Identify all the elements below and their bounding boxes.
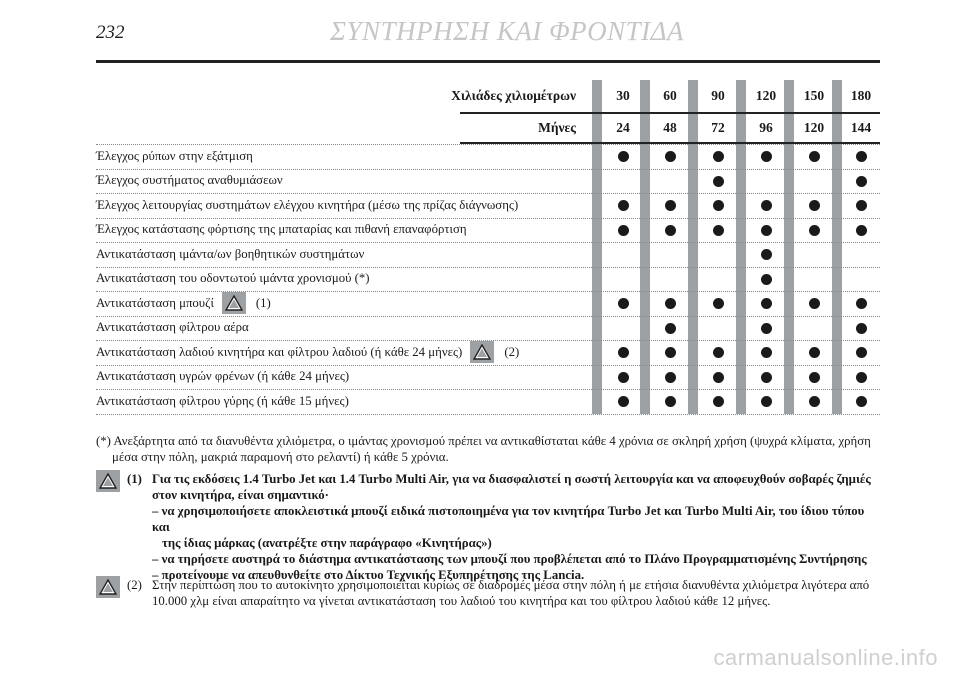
- schedule-bullet: [713, 200, 724, 211]
- schedule-bullet: [809, 396, 820, 407]
- schedule-bullet: [856, 347, 867, 358]
- schedule-bullet: [761, 151, 772, 162]
- schedule-bullet: [665, 396, 676, 407]
- warning-triangle-icon: [470, 341, 494, 363]
- row-label-text: Αντικατάσταση λαδιού κινητήρα και φίλτρου λαδιού (ή κάθε 24 μήνες): [96, 344, 463, 359]
- schedule-bullet: [618, 372, 629, 383]
- warning-triangle-icon: [96, 576, 120, 598]
- schedule-bullet: [665, 298, 676, 309]
- schedule-bullet: [618, 298, 629, 309]
- schedule-bullet: [761, 274, 772, 285]
- row-label-text: Αντικατάσταση υγρών φρένων (ή κάθε 24 μήνες): [96, 369, 350, 383]
- note-1-line-3: – να χρησιμοποιήσετε αποκλειστικά μπουζί ειδικά πιστοποιημένα για τον κινητήρα Turbo Jet και Turbo Multi Air, του ίδιου τύπου και: [152, 504, 865, 534]
- schedule-bullet: [665, 372, 676, 383]
- maintenance-table: [96, 80, 880, 414]
- schedule-bullet: [713, 347, 724, 358]
- warning-triangle-icon: [96, 470, 120, 492]
- km-header-3: 90: [711, 88, 725, 103]
- months-header-5: 120: [803, 120, 825, 135]
- schedule-bullet: [618, 151, 629, 162]
- note-2-number: (2): [127, 578, 142, 592]
- note-2-line-1: Στην περίπτωση που το αυτοκίνητο χρησιμοποιείται κυρίως σε διαδρομές μέσα στην πόλη ή με ετήσια διανυθέντα χιλιόμετρα λιγότερα από: [152, 578, 870, 592]
- row-label-text: Έλεγχος κατάστασης φόρτισης της μπαταρίας και πιθανή επαναφόρτιση: [96, 222, 467, 236]
- schedule-bullet: [809, 347, 820, 358]
- note-1-line-1: Για τις εκδόσεις 1.4 Turbo Jet και 1.4 Turbo Multi Air, για να διασφαλιστεί η σωστή λειτουργία και να αποφευχθούν σοβαρές ζημιές: [152, 472, 871, 486]
- table-row-label: [96, 316, 249, 340]
- schedule-bullet: [856, 151, 867, 162]
- schedule-bullet: [856, 176, 867, 187]
- schedule-bullet: [856, 225, 867, 236]
- note-1-number: (1): [127, 472, 142, 486]
- table-row-label: [96, 218, 467, 242]
- note-1-line-5: – να τηρήσετε αυστηρά το διάστημα αντικατάστασης των μπουζί που προβλέπεται από το Πλάνο Προγραμματισμένης Συντήρησης: [152, 552, 867, 566]
- schedule-bullet: [713, 176, 724, 187]
- months-header-2: 48: [663, 120, 677, 135]
- schedule-bullet: [618, 347, 629, 358]
- km-header-5: 150: [803, 88, 825, 103]
- table-row-label: [96, 389, 349, 413]
- schedule-bullet: [809, 225, 820, 236]
- schedule-bullet: [856, 396, 867, 407]
- schedule-bullet: [713, 225, 724, 236]
- schedule-bullet: [618, 200, 629, 211]
- schedule-bullet: [713, 151, 724, 162]
- schedule-bullet: [856, 323, 867, 334]
- schedule-bullet: [809, 298, 820, 309]
- page-number: 232: [96, 22, 125, 43]
- schedule-bullet: [856, 200, 867, 211]
- schedule-bullet: [761, 347, 772, 358]
- schedule-bullet: [809, 200, 820, 211]
- table-row-label: [96, 144, 253, 168]
- schedule-bullet: [665, 347, 676, 358]
- km-header-2: 60: [663, 88, 677, 103]
- table-row-label: [96, 193, 518, 217]
- row-label-text: Αντικατάσταση του οδοντωτού ιμάντα χρονισμού (*): [96, 271, 370, 285]
- months-header-4: 96: [759, 120, 773, 135]
- note-1-line-2: στον κινητήρα, είναι σημαντικό·: [152, 488, 329, 502]
- top-rule: [96, 60, 880, 63]
- row-note-ref: (1): [255, 295, 271, 310]
- km-header-label: Χιλιάδες χιλιομέτρων: [451, 88, 576, 103]
- schedule-bullet: [761, 396, 772, 407]
- schedule-bullet: [761, 249, 772, 260]
- section-title: ΣΥΝΤΗΡΗΣΗ ΚΑΙ ΦΡΟΝΤΙΔΑ: [330, 16, 685, 46]
- km-header-4: 120: [755, 88, 777, 103]
- row-label-text: Έλεγχος λειτουργίας συστημάτων ελέγχου κινητήρα (μέσω της πρίζας διάγνωσης): [96, 197, 519, 212]
- table-row-label: [96, 365, 349, 389]
- table-row-label: [96, 291, 271, 315]
- row-label-text: Έλεγχος ρύπων στην εξάτμιση: [96, 148, 253, 163]
- schedule-bullet: [761, 323, 772, 334]
- months-header-label: Μήνες: [538, 120, 576, 135]
- row-label-text: Έλεγχος συστήματος αναθυμιάσεων: [96, 173, 283, 187]
- header-rule-top: [460, 112, 880, 114]
- row-label-text: Αντικατάσταση φίλτρου γύρης (ή κάθε 15 μήνες): [96, 393, 349, 408]
- schedule-bullet: [665, 225, 676, 236]
- watermark: carmanualsonline.info: [713, 645, 938, 670]
- schedule-bullet: [713, 372, 724, 383]
- note-2-line-2: 10.000 χλμ είναι απαραίτητο να γίνεται αντικατάσταση του λαδιού του κινητήρα και του φίλτρου λαδιού κάθε 12 μήνες.: [152, 594, 771, 608]
- schedule-bullet: [809, 372, 820, 383]
- note-1-line-4: της ίδιας μάρκας (ανατρέξτε στην παράγραφο «Κινητήρας»): [162, 536, 492, 550]
- footnote: [96, 433, 880, 465]
- row-label-text: Αντικατάσταση μπουζί: [96, 295, 214, 310]
- footnote-line-2: μέσα στην πόλη, μακριά παραμονή στο ρελαντί) ή κάθε 5 χρόνια.: [112, 450, 449, 464]
- row-note-ref: (2): [504, 344, 520, 359]
- table-row-label: [96, 169, 283, 193]
- km-header-6: 180: [850, 88, 872, 103]
- schedule-bullet: [809, 151, 820, 162]
- table-row-label: [96, 242, 364, 266]
- footnote-line-1: (*) Ανεξάρτητα από τα διανυθέντα χιλιόμετρα, ο ιμάντας χρονισμού πρέπει να αντικαθίσταται κάθε 4 χρόνια σε σκληρή χρήση (ψυχρά κλίματα, χρήση: [96, 434, 871, 448]
- schedule-bullet: [665, 200, 676, 211]
- row-separator: [96, 414, 880, 415]
- schedule-bullet: [713, 298, 724, 309]
- schedule-bullet: [665, 323, 676, 334]
- schedule-bullet: [856, 298, 867, 309]
- schedule-bullet: [856, 372, 867, 383]
- months-header-6: 144: [850, 120, 872, 135]
- schedule-bullet: [761, 225, 772, 236]
- row-label-text: Αντικατάσταση ιμάντα/ων βοηθητικών συστημάτων: [96, 246, 365, 261]
- km-header-1: 30: [616, 88, 630, 103]
- schedule-bullet: [761, 372, 772, 383]
- schedule-bullet: [618, 225, 629, 236]
- schedule-bullet: [761, 200, 772, 211]
- months-header-1: 24: [616, 120, 630, 135]
- note-1-line-6: – προτείνουμε να απευθυνθείτε στο Δίκτυο Τεχνικής Εξυπηρέτησης της Lancia.: [152, 568, 585, 582]
- row-label-text: Αντικατάσταση φίλτρου αέρα: [96, 320, 249, 334]
- schedule-bullet: [713, 396, 724, 407]
- schedule-bullet: [761, 298, 772, 309]
- table-row-label: [96, 267, 370, 291]
- table-row-label: [96, 340, 519, 364]
- warning-triangle-icon: [222, 292, 246, 314]
- schedule-bullet: [665, 151, 676, 162]
- months-header-3: 72: [711, 120, 725, 135]
- schedule-bullet: [618, 396, 629, 407]
